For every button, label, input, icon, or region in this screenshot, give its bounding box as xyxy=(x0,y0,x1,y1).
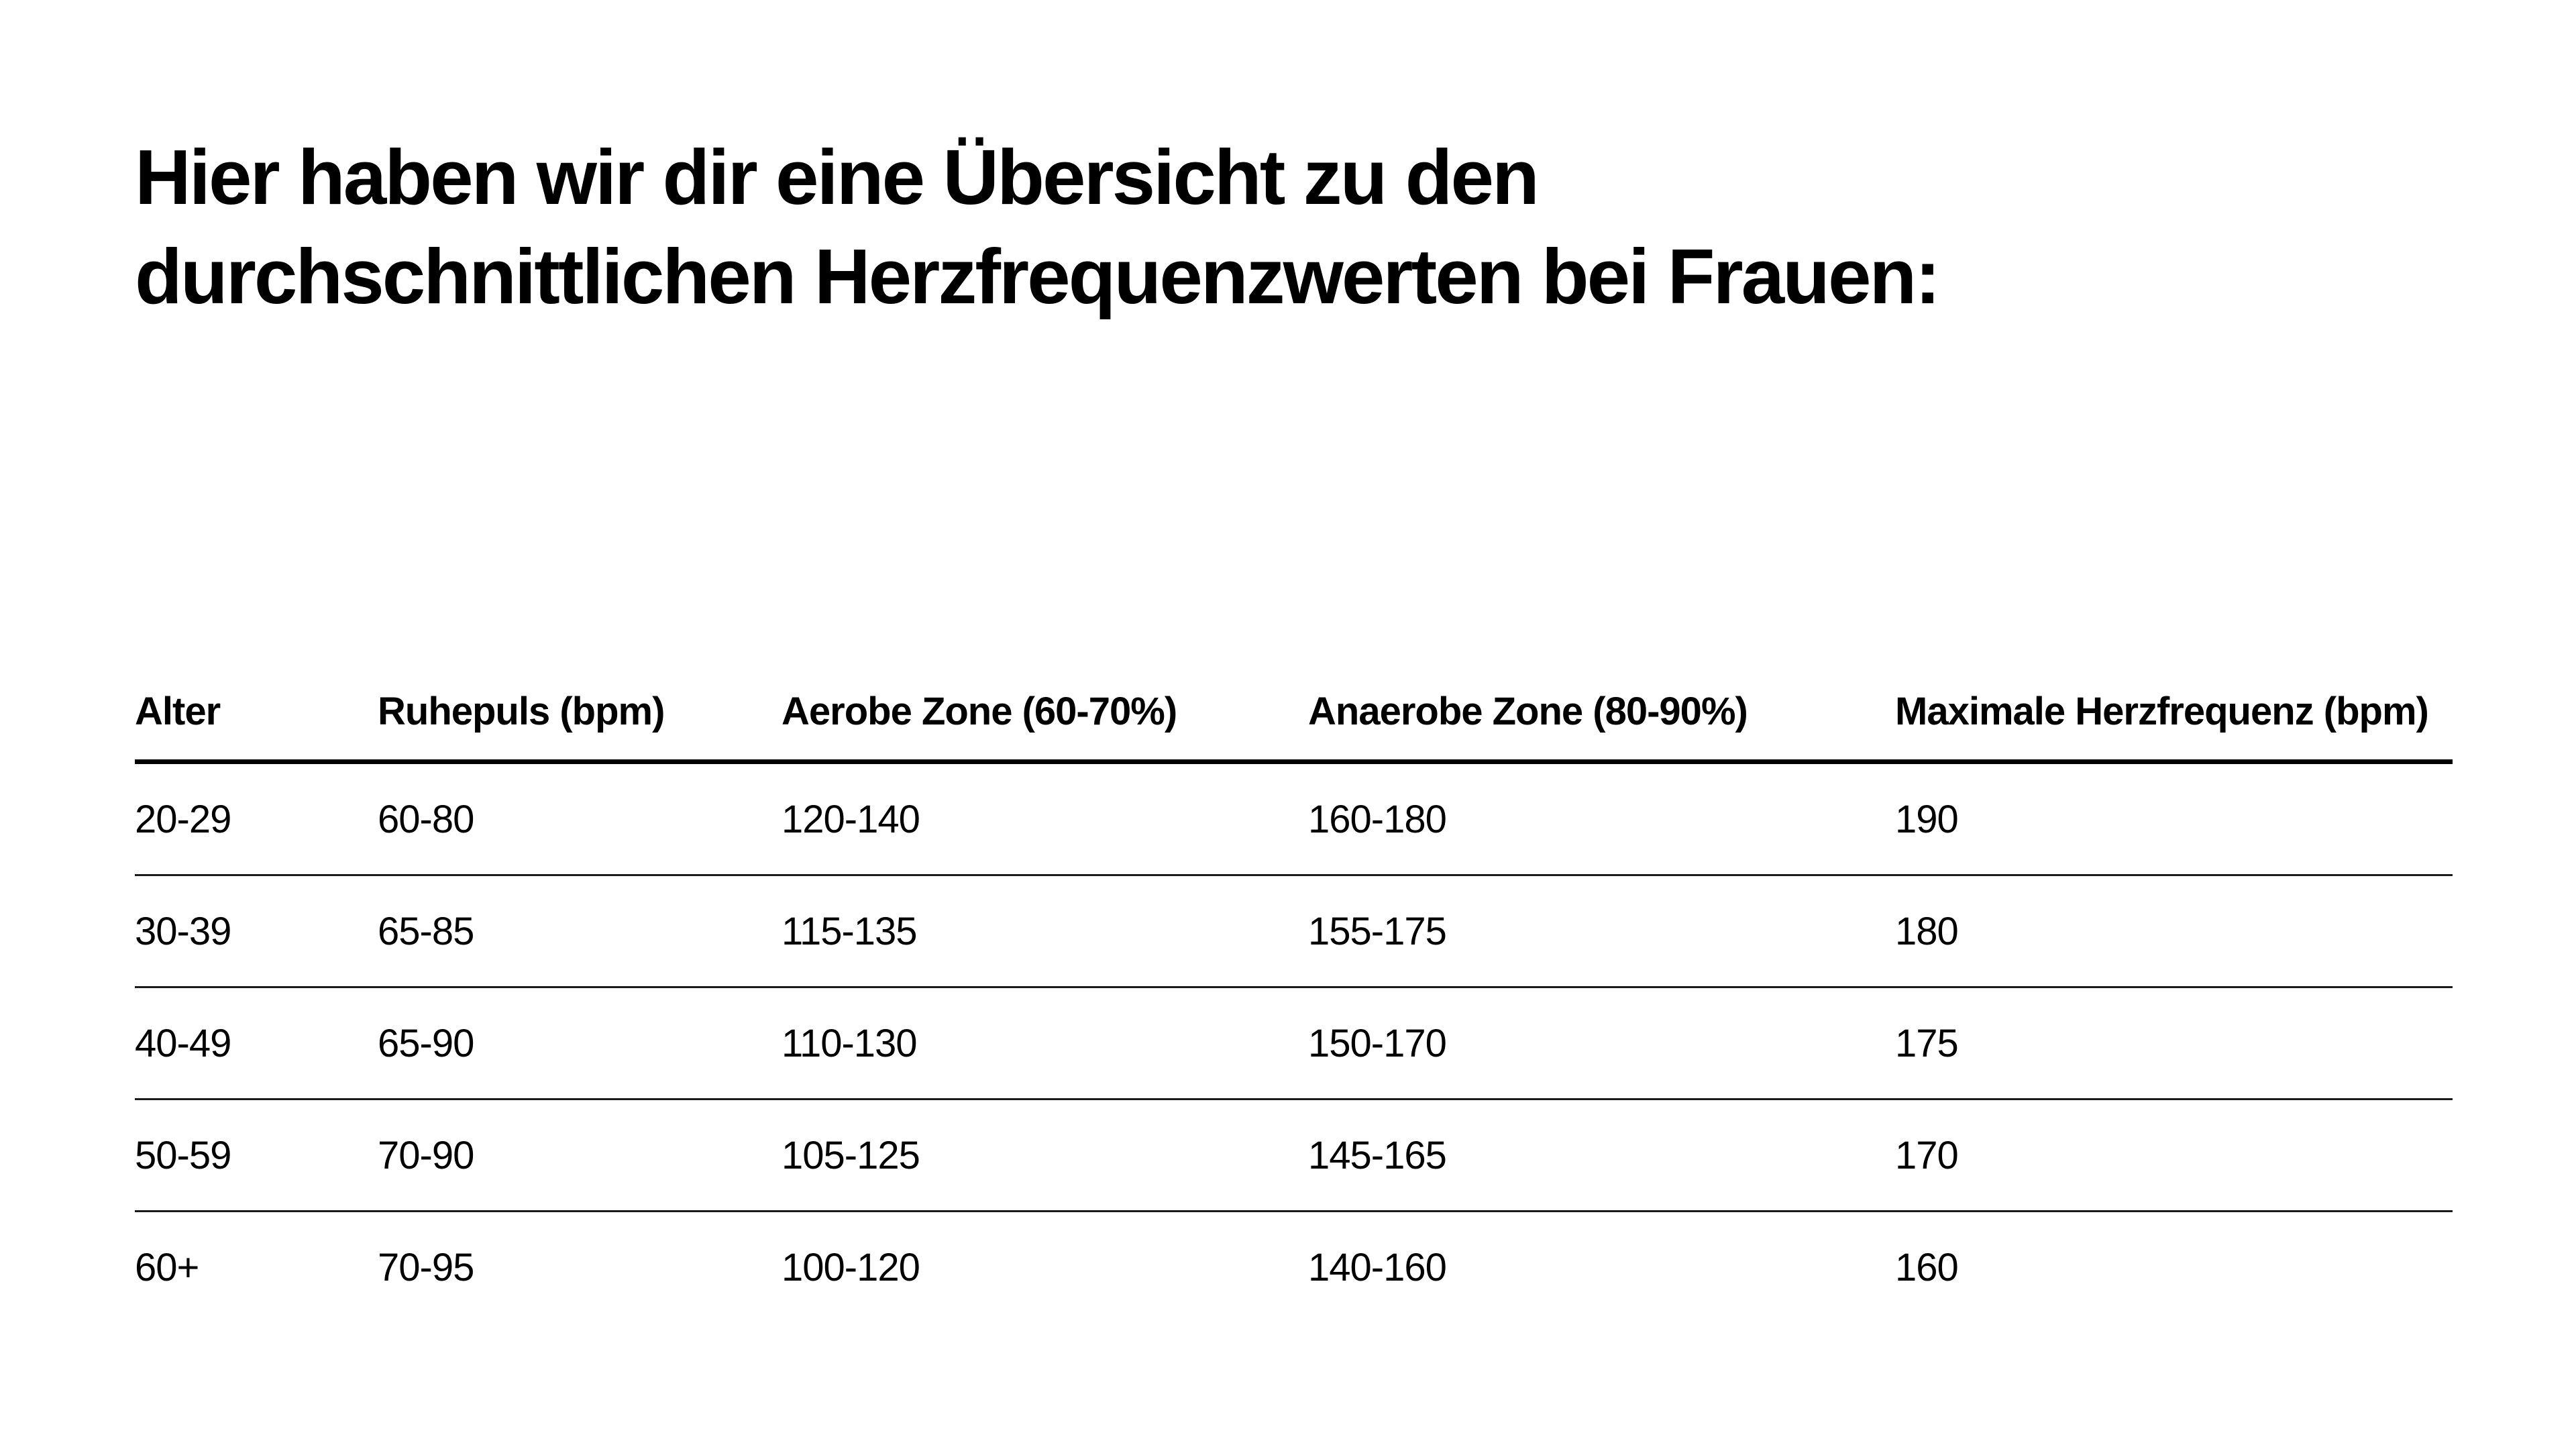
cell-max-heart-rate: 180 xyxy=(1895,875,2453,987)
cell-age: 30-39 xyxy=(135,875,378,987)
cell-age: 50-59 xyxy=(135,1099,378,1212)
cell-aerobic-zone: 105-125 xyxy=(782,1099,1308,1212)
cell-age: 20-29 xyxy=(135,762,378,875)
header-max-heart-rate: Maximale Herzfrequenz (bpm) xyxy=(1895,671,2453,762)
cell-max-heart-rate: 175 xyxy=(1895,987,2453,1099)
cell-max-heart-rate: 190 xyxy=(1895,762,2453,875)
page-title-line-1: Hier haben wir dir eine Übersicht zu den xyxy=(135,133,1538,221)
cell-resting-pulse: 70-90 xyxy=(378,1099,782,1212)
heart-rate-table xyxy=(135,671,2453,1322)
table-row xyxy=(135,987,2453,1099)
page-title-line-2: durchschnittlichen Herzfrequenzwerten bei Frauen: xyxy=(135,233,1939,320)
header-anaerobic-zone: Anaerobe Zone (80-90%) xyxy=(1308,671,1895,762)
cell-aerobic-zone: 120-140 xyxy=(782,762,1308,875)
cell-age: 60+ xyxy=(135,1245,199,1289)
cell-resting-pulse: 65-90 xyxy=(378,987,782,1099)
header-age: Alter xyxy=(135,671,378,762)
cell-anaerobic-zone: 140-160 xyxy=(1308,1245,1446,1289)
cell-resting-pulse: 65-85 xyxy=(378,875,782,987)
cell-aerobic-zone: 100-120 xyxy=(782,1245,920,1289)
cell-anaerobic-zone: 160-180 xyxy=(1308,762,1895,875)
table-row xyxy=(135,875,2453,987)
header-resting-pulse: Ruhepuls (bpm) xyxy=(378,671,782,762)
header-aerobic-zone: Aerobe Zone (60-70%) xyxy=(782,671,1308,762)
table-row xyxy=(135,1212,2453,1323)
cell-aerobic-zone: 115-135 xyxy=(782,875,1308,987)
cell-resting-pulse: 70-95 xyxy=(378,1245,474,1289)
cell-max-heart-rate: 170 xyxy=(1895,1099,2453,1212)
cell-age: 40-49 xyxy=(135,987,378,1099)
cell-resting-pulse: 60-80 xyxy=(378,762,782,875)
cell-anaerobic-zone: 150-170 xyxy=(1308,987,1895,1099)
cell-max-heart-rate: 160 xyxy=(1895,1245,1958,1289)
table-row xyxy=(135,762,2453,875)
table-row xyxy=(135,1099,2453,1212)
cell-aerobic-zone: 110-130 xyxy=(782,987,1308,1099)
page-title xyxy=(135,127,2349,326)
cell-anaerobic-zone: 145-165 xyxy=(1308,1099,1895,1212)
cell-anaerobic-zone: 155-175 xyxy=(1308,875,1895,987)
table-header-row xyxy=(135,671,2453,762)
